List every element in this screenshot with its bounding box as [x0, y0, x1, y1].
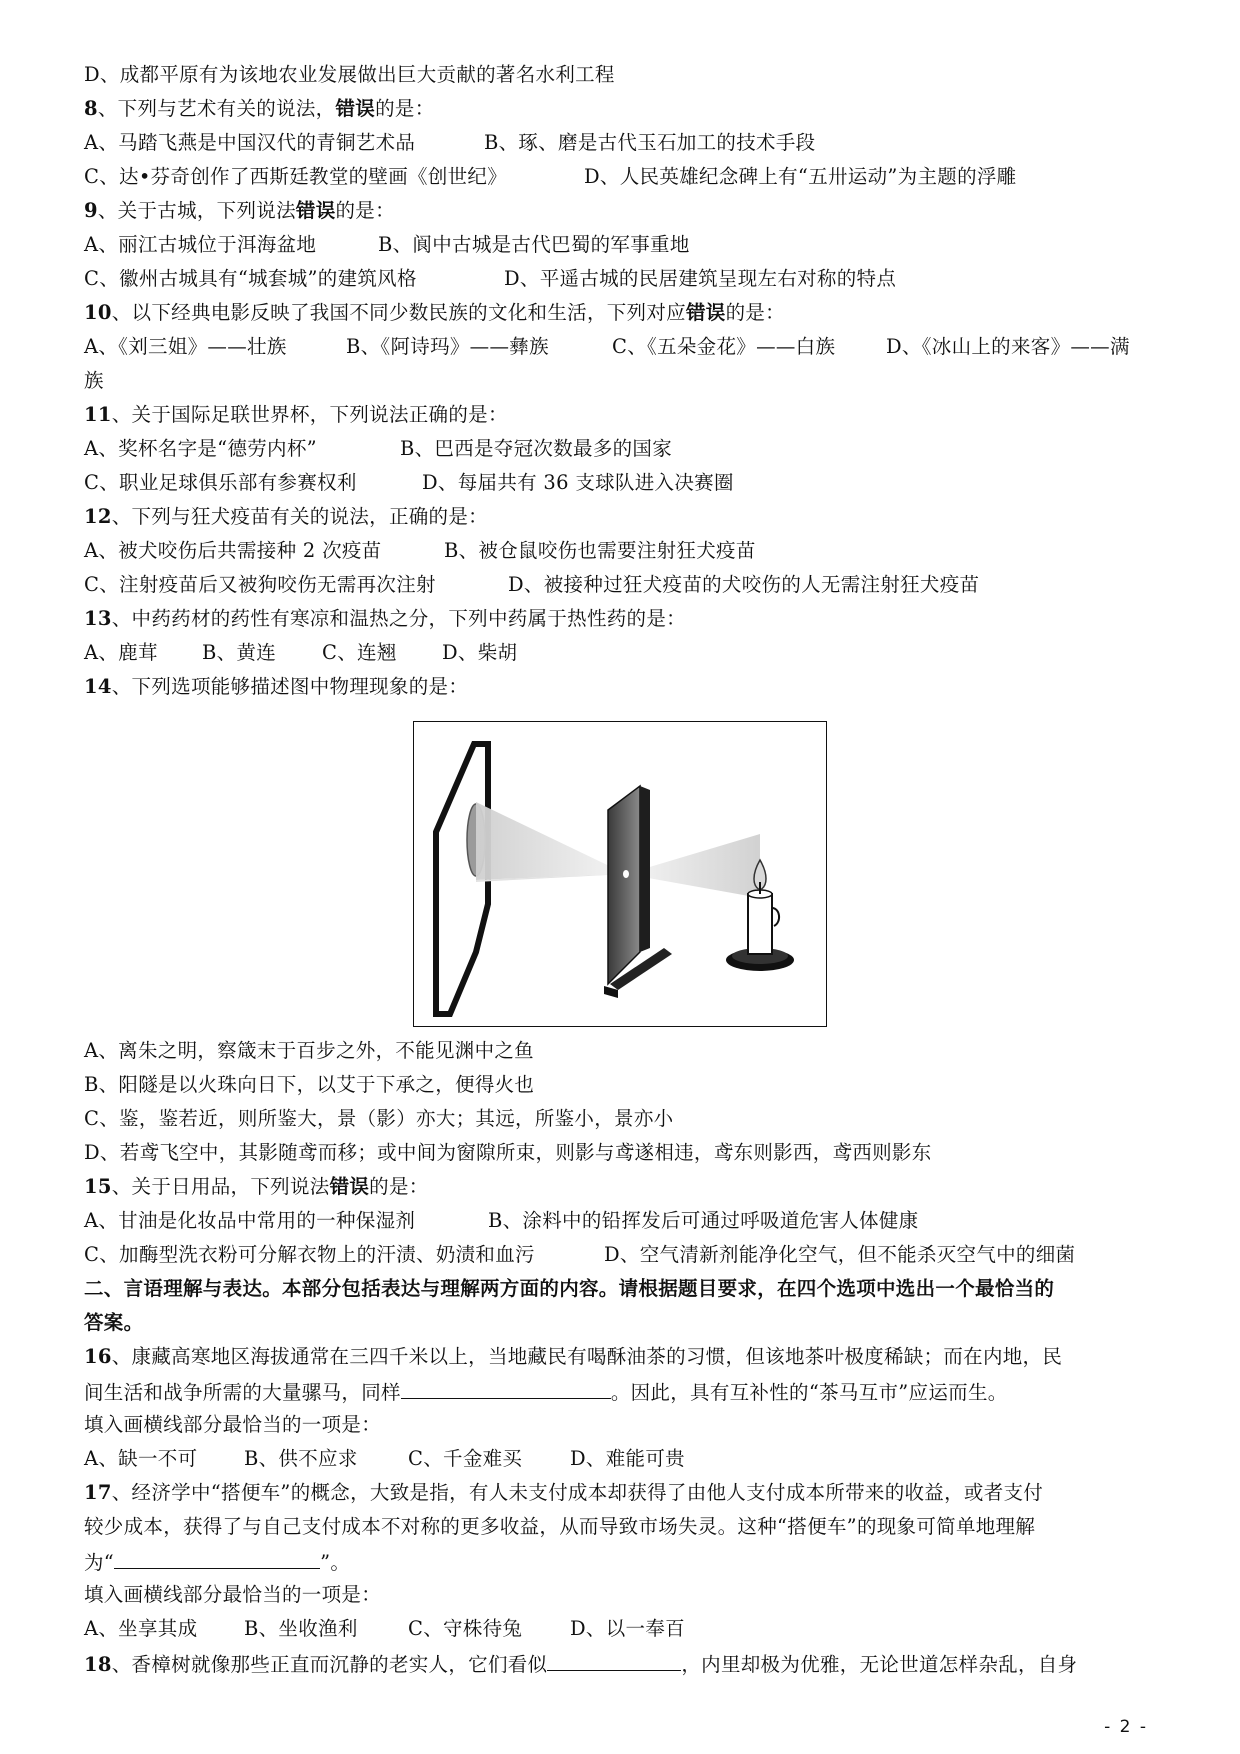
question-9-options-ab	[84, 232, 1174, 258]
fill-blank-line	[401, 1378, 611, 1399]
question-number: 11	[84, 403, 112, 426]
option-c: C、加酶型洗衣粉可分解衣物上的汗渍、奶渍和血污	[84, 1243, 535, 1266]
question-8-options-ab	[84, 130, 1174, 156]
option-d: D、《冰山上的来客》——满	[886, 335, 1130, 358]
question-number: 18	[84, 1653, 112, 1676]
question-number: 9	[84, 199, 98, 222]
question-number: 16	[84, 1345, 112, 1368]
question-text: 的是：	[725, 301, 785, 324]
question-text: 。因此，具有互补性的“茶马互市”应运而生。	[610, 1381, 1008, 1404]
option-b: B、琢、磨是古代玉石加工的技术手段	[484, 131, 816, 154]
option-d: D、空气清新剂能净化空气，但不能杀灭空气中的细菌	[604, 1243, 1076, 1266]
option-d: D、以一奉百	[570, 1617, 685, 1640]
option-b: B、巴西是夺冠次数最多的国家	[400, 437, 673, 460]
question-17-line-2: 较少成本，获得了与自己支付成本不对称的更多收益，从而导致市场失灵。这种“搭便车”的现象可简单地理解	[84, 1515, 1036, 1538]
question-9	[84, 198, 1174, 224]
option-a: A、缺一不可	[84, 1447, 198, 1470]
question-15-options-ab	[84, 1208, 1174, 1234]
option-b: B、供不应求	[244, 1447, 358, 1470]
question-text: 为“	[84, 1551, 115, 1574]
option-c: C、连翘	[322, 641, 397, 664]
option-c: C、职业足球俱乐部有参赛权利	[84, 471, 357, 494]
option-b: B、被仓鼠咬伤也需要注射狂犬疫苗	[444, 539, 756, 562]
option-b: B、黄连	[202, 641, 277, 664]
question-8-options-cd	[84, 164, 1174, 190]
page-number: - 2 -	[1104, 1717, 1148, 1737]
question-text: 、香樟树就像那些正直而沉静的老实人，它们看似	[111, 1653, 548, 1676]
question-9-options-cd	[84, 266, 1174, 292]
option-d: D、平遥古城的民居建筑呈现左右对称的特点	[504, 267, 897, 290]
option-c: C、注射疫苗后又被狗咬伤无需再次注射	[84, 573, 436, 596]
option-c: C、达•芬奇创作了西斯廷教堂的壁画《创世纪》	[84, 165, 508, 188]
question-11-options-ab	[84, 436, 1174, 462]
question-text: ，内里却极为优雅，无论世道怎样杂乱，自身	[681, 1653, 1078, 1676]
fill-blank-line	[547, 1650, 681, 1671]
option-a: A、坐享其成	[84, 1617, 198, 1640]
question-10-options	[84, 334, 1174, 360]
option-c: C、《五朵金花》——白族	[612, 335, 836, 358]
question-text: 、关于古城，下列说法	[97, 199, 296, 222]
question-17-prompt: 填入画横线部分最恰当的一项是：	[84, 1583, 382, 1606]
question-text: ”。	[320, 1551, 351, 1574]
question-11	[84, 402, 1174, 428]
pinhole-board	[604, 786, 672, 998]
question-text: 的是：	[369, 1175, 429, 1198]
question-17-line-3	[84, 1548, 1174, 1576]
option-a: A、奖杯名字是“德劳内杯”	[84, 437, 317, 460]
option-c: C、千金难买	[408, 1447, 523, 1470]
option-b: B、阆中古城是古代巴蜀的军事重地	[378, 233, 690, 256]
question-14-option-c: C、鉴，鉴若近，则所鉴大，景（影）亦大；其远，所鉴小，景亦小	[84, 1107, 674, 1130]
option-d: D、难能可贵	[570, 1447, 685, 1470]
question-text: 、以下经典电影反映了我国不同少数民族的文化和生活，下列对应	[111, 301, 686, 324]
question-18	[84, 1650, 1174, 1678]
option-b: B、涂料中的铅挥发后可通过呼吸道危害人体健康	[488, 1209, 919, 1232]
question-17-options	[84, 1616, 1174, 1642]
question-8	[84, 96, 1174, 122]
option-b: B、《阿诗玛》——彝族	[346, 335, 549, 358]
emphasis-text: 错误	[295, 199, 336, 222]
question-number: 17	[84, 1481, 112, 1504]
question-13-options	[84, 640, 1174, 666]
option-d: D、被接种过狂犬疫苗的犬咬伤的人无需注射狂犬疫苗	[508, 573, 980, 596]
emphasis-text: 错误	[335, 97, 376, 120]
question-text: 、下列选项能够描述图中物理现象的是：	[111, 675, 469, 698]
question-text: 、下列与艺术有关的说法，	[97, 97, 336, 120]
pinhole-camera-figure	[413, 721, 827, 1027]
option-a: A、丽江古城位于洱海盆地	[84, 233, 317, 256]
question-14-option-a: A、离朱之明，察箴末于百步之外，不能见渊中之鱼	[84, 1039, 534, 1062]
option-d: D、每届共有 36 支球队进入决赛圈	[422, 471, 734, 494]
pinhole-camera-illustration	[414, 722, 825, 1025]
fill-blank-line	[114, 1548, 320, 1569]
question-text: 的是：	[375, 97, 435, 120]
question-16-line-2	[84, 1378, 1174, 1406]
question-text: 、关于日用品，下列说法	[111, 1175, 330, 1198]
option-c: C、徽州古城具有“城套城”的建筑风格	[84, 267, 417, 290]
light-beam-left	[476, 802, 626, 880]
option-c: C、守株待兔	[408, 1617, 523, 1640]
question-15-options-cd	[84, 1242, 1174, 1268]
question-text: 、关于国际足联世界杯，下列说法正确的是：	[111, 403, 508, 426]
question-10	[84, 300, 1174, 326]
question-text: 间生活和战争所需的大量骡马，同样	[84, 1381, 401, 1404]
question-12-options-cd	[84, 572, 1174, 598]
question-number: 12	[84, 505, 112, 528]
question-14	[84, 674, 1174, 700]
emphasis-text: 错误	[329, 1175, 370, 1198]
question-16	[84, 1344, 1174, 1370]
line-q7-option-d: D、成都平原有为该地农业发展做出巨大贡献的著名水利工程	[84, 63, 615, 86]
option-a: A、被犬咬伤后共需接种 2 次疫苗	[84, 539, 382, 562]
question-text: 、经济学中“搭便车”的概念，大致是指，有人未支付成本却获得了由他人支付成本所带来的收益，或者支付	[111, 1481, 1044, 1504]
question-14-option-d: D、若鸢飞空中，其影随鸢而移；或中间为窗隙所束，则影与鸢遂相违，鸢东则影西，鸢西则影东	[84, 1141, 932, 1164]
question-16-options	[84, 1446, 1174, 1472]
question-10-option-d-continued: 族	[84, 369, 104, 392]
option-a: A、甘油是化妆品中常用的一种保湿剂	[84, 1209, 416, 1232]
question-text: 、下列与狂犬疫苗有关的说法，正确的是：	[111, 505, 488, 528]
question-number: 15	[84, 1175, 112, 1198]
emphasis-text: 错误	[685, 301, 726, 324]
question-text: 、中药药材的药性有寒凉和温热之分，下列中药属于热性药的是：	[111, 607, 686, 630]
question-number: 8	[84, 97, 98, 120]
option-b: B、坐收渔利	[244, 1617, 358, 1640]
question-12	[84, 504, 1174, 530]
pinhole	[623, 870, 629, 878]
question-17	[84, 1480, 1174, 1506]
option-a: A、《刘三姐》——壮族	[84, 335, 287, 358]
question-text: 、康藏高寒地区海拔通常在三四千米以上，当地藏民有喝酥油茶的习惯，但该地茶叶极度稀缺；而在内地，民	[111, 1345, 1063, 1368]
option-a: A、鹿茸	[84, 641, 158, 664]
option-a: A、马踏飞燕是中国汉代的青铜艺术品	[84, 131, 416, 154]
question-12-options-ab	[84, 538, 1174, 564]
question-number: 13	[84, 607, 112, 630]
section-2-heading: 二、言语理解与表达。本部分包括表达与理解两方面的内容。请根据题目要求，在四个选项中选出一个最恰当的	[84, 1277, 1055, 1300]
question-15	[84, 1174, 1174, 1200]
question-number: 14	[84, 675, 112, 698]
question-16-prompt: 填入画横线部分最恰当的一项是：	[84, 1413, 382, 1436]
question-number: 10	[84, 301, 112, 324]
question-11-options-cd	[84, 470, 1174, 496]
question-text: 的是：	[335, 199, 395, 222]
section-2-heading-continued: 答案。	[84, 1311, 144, 1334]
question-14-option-b: B、阳隧是以火珠向日下，以艾于下承之，便得火也	[84, 1073, 535, 1096]
question-13	[84, 606, 1174, 632]
option-d: D、柴胡	[442, 641, 518, 664]
option-d: D、人民英雄纪念碑上有“五卅运动”为主题的浮雕	[584, 165, 1017, 188]
